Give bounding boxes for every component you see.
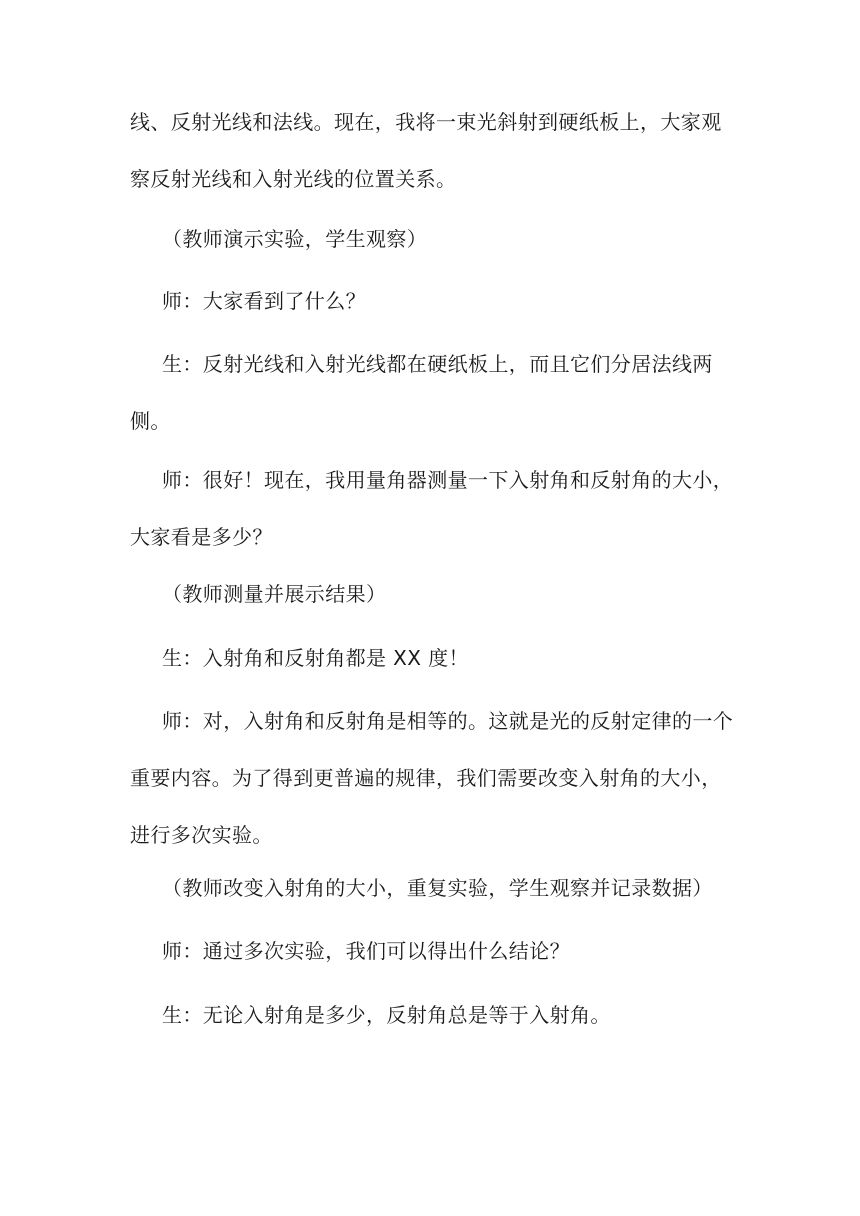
- paragraph-continuation: 线、反射光线和法线。现在，我将一束光斜射到硬纸板上，大家观察反射光线和入射光线的位置关系。: [130, 110, 722, 191]
- paragraph-student-line: 生：无论入射角是多少，反射角总是等于入射角。: [162, 1003, 611, 1027]
- paragraph-stage-direction: （教师测量并展示结果）: [162, 582, 387, 606]
- paragraph-student-line: 生：反射光线和入射光线都在硬纸板上，而且它们分居法线两侧。: [130, 352, 713, 433]
- paragraph-teacher-line: 师：很好！现在，我用量角器测量一下入射角和反射角的大小，大家看是多少？: [130, 468, 734, 549]
- paragraph-teacher-line: 师：通过多次实验，我们可以得出什么结论？: [162, 939, 570, 963]
- paragraph-teacher-line: 师：大家看到了什么？: [162, 289, 366, 313]
- paragraph-student-line: 生：入射角和反射角都是 XX 度！: [162, 646, 469, 670]
- paragraph-teacher-line: 师：对，入射角和反射角是相等的。这就是光的反射定律的一个重要内容。为了得到更普遍的规律，我们需要改变入射角的大小，进行多次实验。: [130, 709, 734, 847]
- paragraph-stage-direction: （教师演示实验，学生观察）: [162, 227, 428, 251]
- paragraph-stage-direction: （教师改变入射角的大小，重复实验，学生观察并记录数据）: [162, 876, 713, 900]
